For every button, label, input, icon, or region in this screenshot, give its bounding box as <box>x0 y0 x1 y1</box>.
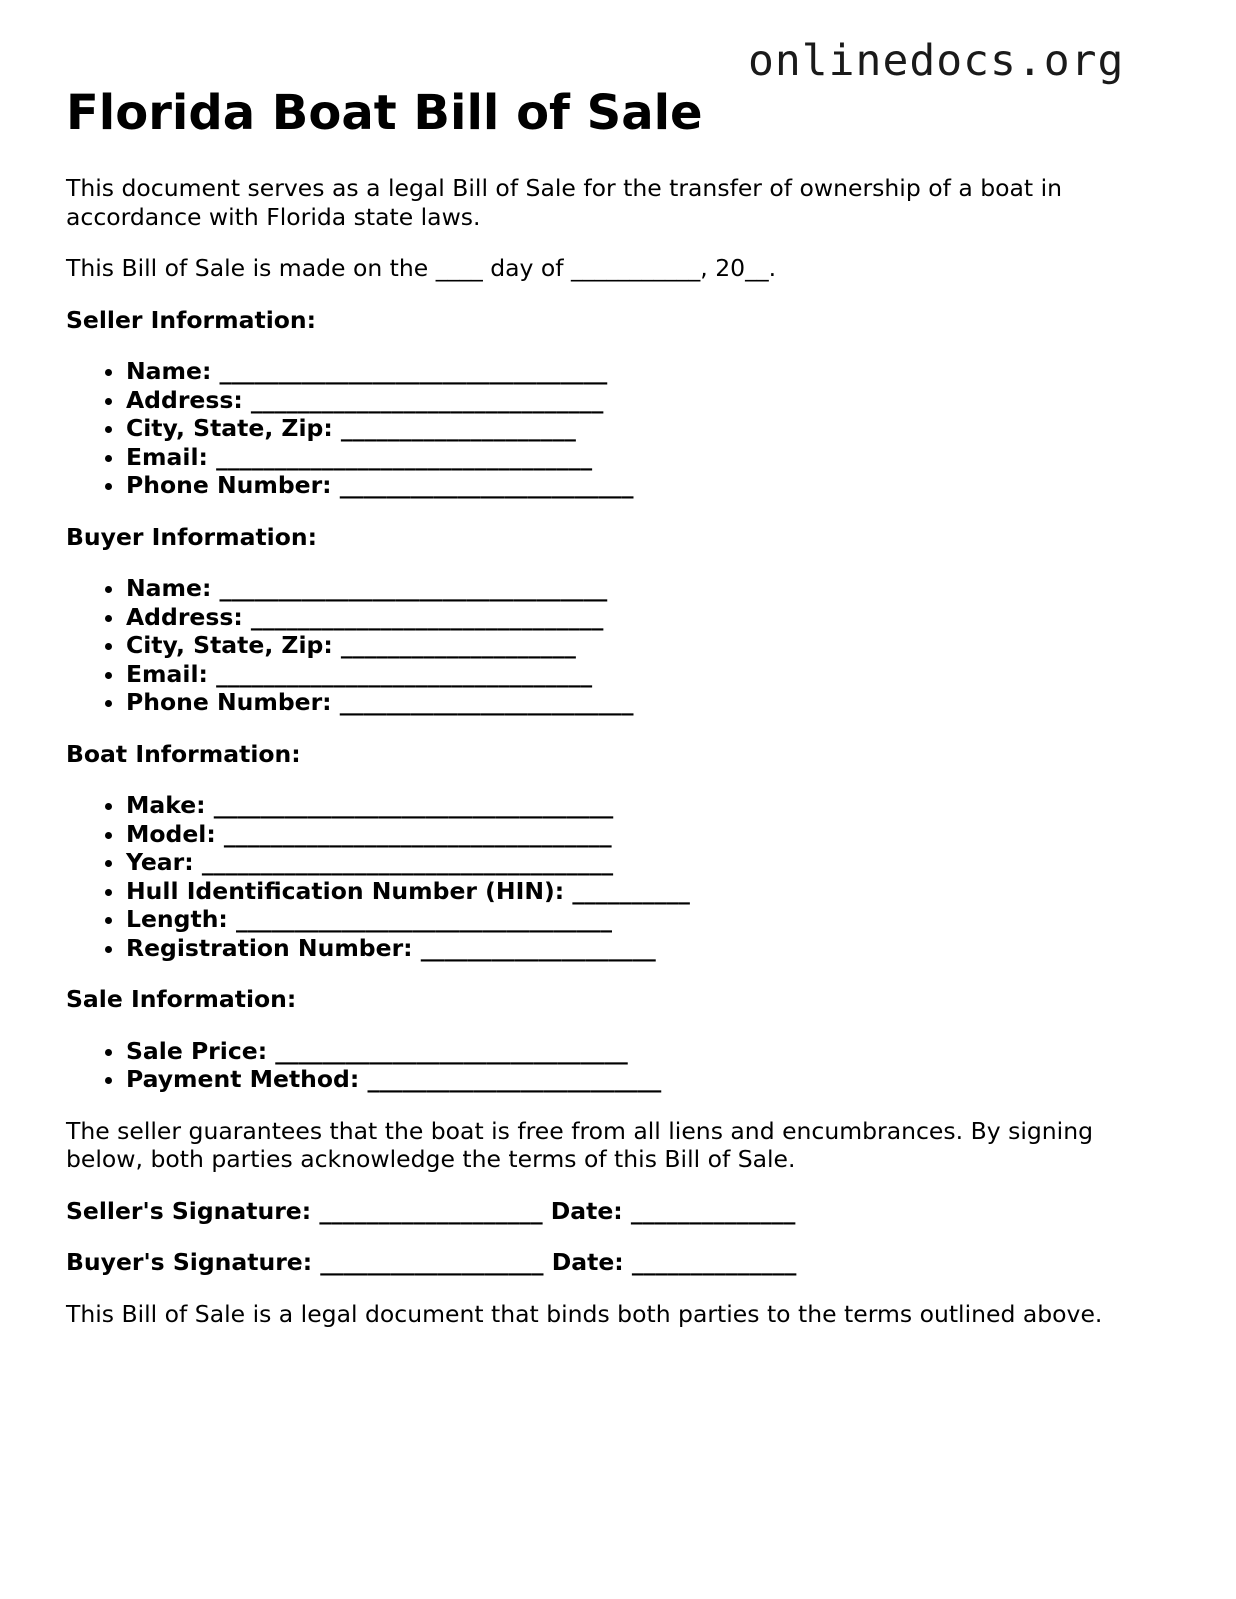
boat-registration-field: • Registration Number: ____________________ <box>126 934 1176 963</box>
watermark: onlinedocs.org <box>748 36 1125 86</box>
seller-name-field: • Name: _________________________________ <box>126 357 1176 386</box>
buyer-phone-field: • Phone Number: _________________________ <box>126 688 1176 717</box>
boat-model-field: • Model: _________________________________ <box>126 820 1176 849</box>
seller-signature-line: Seller's Signature: ___________________ Date: ______________ <box>66 1196 796 1225</box>
intro-paragraph: This document serves as a legal Bill of Sale for the transfer of ownership of a boat in accordance with Florida state laws. <box>66 174 1063 231</box>
seller-phone-field: • Phone Number: _________________________ <box>126 471 1176 500</box>
buyer-signature-line: Buyer's Signature: ___________________ Date: ______________ <box>66 1248 797 1276</box>
boat-make-field: • Make: __________________________________ <box>126 791 1176 820</box>
buyer-name-field: • Name: _________________________________ <box>126 574 1176 603</box>
seller-address-field: • Address: ______________________________ <box>126 386 1176 415</box>
closing-paragraph: This Bill of Sale is a legal document that binds both parties to the terms outlined above. <box>66 1299 1103 1328</box>
seller-section-heading: Seller Information: <box>66 305 317 334</box>
sale-fields-list <box>66 1037 1176 1094</box>
sale-price-field: • Sale Price: ______________________________ <box>126 1037 1176 1066</box>
boat-section-heading: Boat Information: <box>66 739 301 768</box>
document-body <box>66 174 1176 1351</box>
buyer-section-heading: Buyer Information: <box>66 522 318 551</box>
boat-hin-field: • Hull Identification Number (HIN): __________ <box>126 877 1176 906</box>
boat-fields-list <box>66 791 1176 962</box>
buyer-email-field: • Email: ________________________________ <box>126 660 1176 689</box>
boat-length-field: • Length: ________________________________ <box>126 905 1176 934</box>
seller-fields-list <box>66 357 1176 500</box>
page-title: Florida Boat Bill of Sale <box>66 85 703 141</box>
guarantee-paragraph: The seller guarantees that the boat is free from all liens and encumbrances. By signing below, both parties acknowledge the terms of this Bill of Sale. <box>66 1116 1094 1173</box>
made-on-line: This Bill of Sale is made on the ____ day of ___________, 20__. <box>66 254 777 282</box>
seller-city-state-zip-field: • City, State, Zip: ____________________ <box>126 414 1176 443</box>
payment-method-field: • Payment Method: _________________________ <box>126 1065 1176 1094</box>
buyer-city-state-zip-field: • City, State, Zip: ____________________ <box>126 631 1176 660</box>
buyer-address-field: • Address: ______________________________ <box>126 603 1176 632</box>
boat-year-field: • Year: ___________________________________ <box>126 848 1176 877</box>
sale-section-heading: Sale Information: <box>66 985 297 1013</box>
seller-email-field: • Email: ________________________________ <box>126 443 1176 472</box>
buyer-fields-list <box>66 574 1176 717</box>
